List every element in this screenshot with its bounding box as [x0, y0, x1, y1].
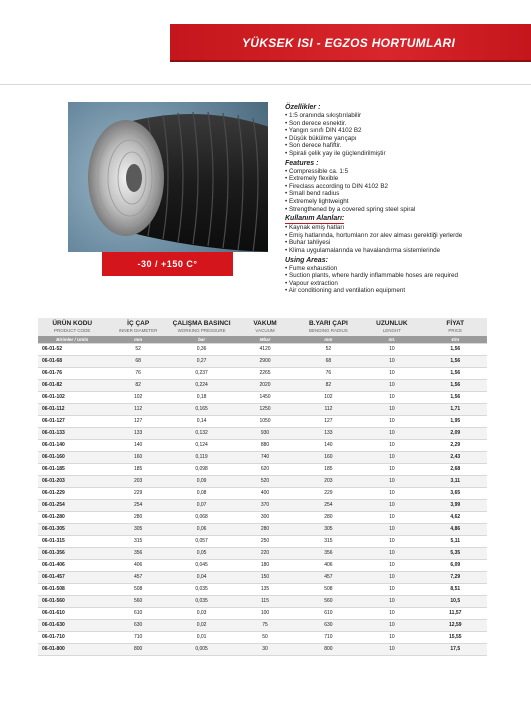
table-cell: 3,65 — [424, 488, 487, 500]
table-cell: 508 — [297, 584, 360, 596]
table-cell: 06-01-52 — [38, 344, 106, 356]
title-banner — [170, 24, 531, 62]
list-item: • Fume exhaustion — [285, 265, 525, 273]
unit-cell: mm — [297, 336, 360, 344]
table-cell: 0,07 — [170, 500, 233, 512]
table-cell: 06-01-610 — [38, 608, 106, 620]
column-header-tr: ÜRÜN KODU — [52, 320, 93, 327]
table-cell: 06-01-229 — [38, 488, 106, 500]
table-cell: 06-01-508 — [38, 584, 106, 596]
column-header-en: WORKING PRESSURE — [177, 328, 226, 333]
table-cell: 10 — [360, 584, 423, 596]
table-cell: 800 — [297, 644, 360, 656]
table-row — [38, 632, 487, 644]
table-cell: 0,03 — [170, 608, 233, 620]
table-cell: 06-01-203 — [38, 476, 106, 488]
units-row — [38, 336, 487, 344]
column-header-tr: ÇALIŞMA BASINCI — [172, 320, 231, 327]
table-cell: 250 — [233, 536, 296, 548]
table-row — [38, 344, 487, 356]
table-cell: 370 — [233, 500, 296, 512]
table-cell: 1450 — [233, 392, 296, 404]
table-cell: 10 — [360, 488, 423, 500]
table-row — [38, 404, 487, 416]
table-cell: 315 — [297, 536, 360, 548]
table-cell: 3,11 — [424, 476, 487, 488]
table-cell: 135 — [233, 584, 296, 596]
table-cell: 0,237 — [170, 368, 233, 380]
table-cell: 8,51 — [424, 584, 487, 596]
table-cell: 10 — [360, 464, 423, 476]
list-item: • Klima uygulamalarında ve havalandırma sistemlerinde — [285, 247, 525, 255]
table-cell: 82 — [106, 380, 169, 392]
table-cell: 160 — [106, 452, 169, 464]
table-cell: 4,62 — [424, 512, 487, 524]
table-cell: 930 — [233, 428, 296, 440]
table-row — [38, 620, 487, 632]
table-cell: 620 — [233, 464, 296, 476]
column-header-en: INNER DIAMETER — [118, 328, 158, 333]
table-cell: 68 — [106, 356, 169, 368]
table-cell: 10 — [360, 632, 423, 644]
list-item: • Emiş hatlarında, hortumların zor alev alması gerektiği yerlerde — [285, 232, 525, 240]
table-cell: 1,56 — [424, 380, 487, 392]
table-cell: 0,04 — [170, 572, 233, 584]
table-cell: 06-01-710 — [38, 632, 106, 644]
table-cell: 560 — [297, 596, 360, 608]
table-cell: 30 — [233, 644, 296, 656]
table-cell: 305 — [297, 524, 360, 536]
table-cell: 10 — [360, 524, 423, 536]
table-cell: 06-01-254 — [38, 500, 106, 512]
table-cell: 06-01-133 — [38, 428, 106, 440]
table-row — [38, 536, 487, 548]
table-cell: 0,057 — [170, 536, 233, 548]
table-cell: 102 — [106, 392, 169, 404]
column-header-tr: UZUNLUK — [376, 320, 408, 327]
table-cell: 0,06 — [170, 524, 233, 536]
table-row — [38, 392, 487, 404]
column-header-tr: İÇ ÇAP — [127, 320, 150, 327]
table-cell: 0,18 — [170, 392, 233, 404]
list-item: • Yangın sınıfı DIN 4102 B2 — [285, 127, 525, 135]
table-cell: 10 — [360, 572, 423, 584]
table-cell: 356 — [297, 548, 360, 560]
table-cell: 508 — [106, 584, 169, 596]
column-header — [360, 318, 423, 336]
using-areas-heading: Using Areas: — [285, 256, 328, 264]
table-cell: 5,35 — [424, 548, 487, 560]
table-cell: 112 — [297, 404, 360, 416]
header-row — [38, 318, 487, 336]
table-cell: 0,035 — [170, 584, 233, 596]
using-areas-list — [285, 265, 525, 295]
table-cell: 0,035 — [170, 596, 233, 608]
table-cell: 2,29 — [424, 440, 487, 452]
table-cell: 10 — [360, 452, 423, 464]
table-cell: 356 — [106, 548, 169, 560]
list-item: • Son derece esnektir. — [285, 120, 525, 128]
list-item: • Kaynak emiş hatları — [285, 224, 525, 232]
table-cell: 06-01-68 — [38, 356, 106, 368]
table-cell: 203 — [106, 476, 169, 488]
table-cell: 10 — [360, 512, 423, 524]
table-cell: 68 — [297, 356, 360, 368]
table-row — [38, 608, 487, 620]
table-cell: 06-01-560 — [38, 596, 106, 608]
table-cell: 76 — [297, 368, 360, 380]
table-row — [38, 548, 487, 560]
table-row — [38, 524, 487, 536]
table-cell: 610 — [106, 608, 169, 620]
table-cell: 2,09 — [424, 428, 487, 440]
table-cell: 1,95 — [424, 416, 487, 428]
table-cell: 06-01-406 — [38, 560, 106, 572]
table-cell: 203 — [297, 476, 360, 488]
column-header-tr: VAKUM — [253, 320, 277, 327]
table-cell: 10 — [360, 548, 423, 560]
table-cell: 406 — [106, 560, 169, 572]
table-cell: 406 — [297, 560, 360, 572]
table-cell: 06-01-185 — [38, 464, 106, 476]
table-cell: 10 — [360, 440, 423, 452]
table-cell: 10 — [360, 620, 423, 632]
hose-illustration — [68, 102, 268, 252]
table-cell: 76 — [106, 368, 169, 380]
table-cell: 280 — [106, 512, 169, 524]
table-cell: 2,68 — [424, 464, 487, 476]
table-cell: 06-01-457 — [38, 572, 106, 584]
table-cell: 740 — [233, 452, 296, 464]
hose-product-image — [68, 102, 268, 252]
column-header-en: LENGHT — [382, 328, 401, 333]
table-cell: 10 — [360, 560, 423, 572]
table-cell: 140 — [297, 440, 360, 452]
table-cell: 06-01-305 — [38, 524, 106, 536]
table-row — [38, 368, 487, 380]
table-row — [38, 452, 487, 464]
table-cell: 10 — [360, 380, 423, 392]
column-header — [106, 318, 169, 336]
table-row — [38, 380, 487, 392]
column-header-en: VACUUM — [255, 328, 275, 333]
unit-cell: mm — [106, 336, 169, 344]
table-cell: 254 — [297, 500, 360, 512]
table-cell: 180 — [233, 560, 296, 572]
list-item: • Vapour extraction — [285, 280, 525, 288]
table-cell: 10 — [360, 596, 423, 608]
table-cell: 630 — [106, 620, 169, 632]
table-cell: 2265 — [233, 368, 296, 380]
table-cell: 457 — [106, 572, 169, 584]
table-row — [38, 428, 487, 440]
unit-cell: €/m — [424, 336, 487, 344]
table-cell: 3,99 — [424, 500, 487, 512]
table-cell: 133 — [106, 428, 169, 440]
table-body — [38, 344, 487, 656]
table-cell: 4120 — [233, 344, 296, 356]
table-cell: 10 — [360, 416, 423, 428]
table-cell: 800 — [106, 644, 169, 656]
table-cell: 1,71 — [424, 404, 487, 416]
table-cell: 10 — [360, 392, 423, 404]
table-row — [38, 476, 487, 488]
column-header-tr: B.YARI ÇAPI — [309, 320, 348, 327]
table-cell: 0,36 — [170, 344, 233, 356]
table-cell: 229 — [297, 488, 360, 500]
table-row — [38, 596, 487, 608]
column-header — [233, 318, 296, 336]
table-cell: 06-01-630 — [38, 620, 106, 632]
table-cell: 0,14 — [170, 416, 233, 428]
table-cell: 0,09 — [170, 476, 233, 488]
table-cell: 52 — [297, 344, 360, 356]
table-cell: 0,224 — [170, 380, 233, 392]
table-row — [38, 584, 487, 596]
table-cell: 06-01-315 — [38, 536, 106, 548]
column-header — [170, 318, 233, 336]
table-header — [38, 318, 487, 344]
table-cell: 15,55 — [424, 632, 487, 644]
table-cell: 0,005 — [170, 644, 233, 656]
table-cell: 133 — [297, 428, 360, 440]
table-cell: 06-01-160 — [38, 452, 106, 464]
features-heading: Features : — [285, 159, 319, 167]
table-cell: 0,05 — [170, 548, 233, 560]
table-cell: 457 — [297, 572, 360, 584]
table-cell: 6,09 — [424, 560, 487, 572]
table-cell: 0,124 — [170, 440, 233, 452]
list-item: • Extremely flexible — [285, 175, 525, 183]
features-panel — [285, 102, 525, 295]
table-row — [38, 464, 487, 476]
table-cell: 10 — [360, 476, 423, 488]
table-cell: 0,098 — [170, 464, 233, 476]
unit-cell: bar — [170, 336, 233, 344]
table-cell: 1,56 — [424, 368, 487, 380]
table-cell: 0,165 — [170, 404, 233, 416]
table-cell: 185 — [297, 464, 360, 476]
table-cell: 520 — [233, 476, 296, 488]
column-header — [297, 318, 360, 336]
list-item: • Air conditioning and ventilation equipment — [285, 287, 525, 295]
table-cell: 229 — [106, 488, 169, 500]
table-cell: 5,11 — [424, 536, 487, 548]
features-list — [285, 168, 525, 214]
table-cell: 0,068 — [170, 512, 233, 524]
table-cell: 0,01 — [170, 632, 233, 644]
product-table — [38, 318, 487, 656]
table-cell: 1,56 — [424, 392, 487, 404]
table-cell: 06-01-800 — [38, 644, 106, 656]
table-cell: 11,57 — [424, 608, 487, 620]
table-row — [38, 512, 487, 524]
column-header — [424, 318, 487, 336]
column-header-en: PRODUCT CODE — [54, 328, 91, 333]
table-cell: 115 — [233, 596, 296, 608]
table-row — [38, 416, 487, 428]
table-cell: 10,5 — [424, 596, 487, 608]
table-row — [38, 500, 487, 512]
table-cell: 300 — [233, 512, 296, 524]
table-cell: 06-01-112 — [38, 404, 106, 416]
page-title: YÜKSEK ISI - EGZOS HORTUMLARI — [242, 36, 456, 50]
list-item: • Small bend radius — [285, 190, 525, 198]
list-item: • Spirali çelik yay ile güçlendirilmiştir — [285, 150, 525, 158]
table-cell: 160 — [297, 452, 360, 464]
kullanim-heading: Kullanım Alanları: — [285, 215, 345, 223]
unit-cell: mt. — [360, 336, 423, 344]
table-cell: 140 — [106, 440, 169, 452]
table-cell: 06-01-127 — [38, 416, 106, 428]
table-cell: 630 — [297, 620, 360, 632]
table-cell: 10 — [360, 500, 423, 512]
product-table-container — [38, 318, 487, 656]
table-cell: 0,02 — [170, 620, 233, 632]
table-cell: 10 — [360, 536, 423, 548]
list-item: • Extremely lightweight — [285, 198, 525, 206]
table-cell: 710 — [297, 632, 360, 644]
list-item: • Suction plants, where hardly inflammable hoses are required — [285, 272, 525, 280]
list-item: • Buhar tahliyesi — [285, 239, 525, 247]
list-item: • Son derece hafiftir. — [285, 142, 525, 150]
ozellikler-list — [285, 112, 525, 158]
table-cell: 06-01-280 — [38, 512, 106, 524]
table-cell: 06-01-140 — [38, 440, 106, 452]
table-cell: 280 — [233, 524, 296, 536]
list-item: • Compressible ca. 1:5 — [285, 168, 525, 176]
table-cell: 305 — [106, 524, 169, 536]
table-row — [38, 440, 487, 452]
table-cell: 220 — [233, 548, 296, 560]
table-cell: 102 — [297, 392, 360, 404]
table-cell: 10 — [360, 404, 423, 416]
table-cell: 50 — [233, 632, 296, 644]
table-row — [38, 356, 487, 368]
table-row — [38, 572, 487, 584]
table-cell: 150 — [233, 572, 296, 584]
table-cell: 52 — [106, 344, 169, 356]
table-row — [38, 560, 487, 572]
table-cell: 0,27 — [170, 356, 233, 368]
temperature-range-badge: -30 / +150 C° — [102, 252, 233, 276]
table-cell: 10 — [360, 644, 423, 656]
list-item: • Fireclass according to DIN 4102 B2 — [285, 183, 525, 191]
table-cell: 82 — [297, 380, 360, 392]
unit-cell: Birimler / Units — [38, 336, 106, 344]
table-cell: 10 — [360, 368, 423, 380]
table-cell: 315 — [106, 536, 169, 548]
top-divider — [0, 84, 531, 85]
list-item: • 1:5 oranında sıkıştırılabilir — [285, 112, 525, 120]
column-header-tr: FİYAT — [446, 320, 465, 327]
table-row — [38, 488, 487, 500]
table-cell: 127 — [106, 416, 169, 428]
table-cell: 400 — [233, 488, 296, 500]
table-cell: 710 — [106, 632, 169, 644]
table-cell: 06-01-76 — [38, 368, 106, 380]
table-cell: 10 — [360, 428, 423, 440]
list-item: • Strengthened by a covered spring steel spiral — [285, 206, 525, 214]
table-cell: 10 — [360, 356, 423, 368]
table-cell: 0,132 — [170, 428, 233, 440]
table-cell: 1250 — [233, 404, 296, 416]
table-cell: 10 — [360, 344, 423, 356]
table-cell: 185 — [106, 464, 169, 476]
table-cell: 2020 — [233, 380, 296, 392]
table-cell: 06-01-356 — [38, 548, 106, 560]
table-cell: 1,56 — [424, 344, 487, 356]
table-cell: 0,119 — [170, 452, 233, 464]
list-item: • Düşük bükülme yarıçapı — [285, 135, 525, 143]
table-cell: 4,86 — [424, 524, 487, 536]
ozellikler-heading: Özellikler : — [285, 104, 321, 111]
table-cell: 06-01-102 — [38, 392, 106, 404]
table-cell: 12,59 — [424, 620, 487, 632]
table-cell: 254 — [106, 500, 169, 512]
table-cell: 112 — [106, 404, 169, 416]
table-cell: 127 — [297, 416, 360, 428]
table-cell: 560 — [106, 596, 169, 608]
table-cell: 7,29 — [424, 572, 487, 584]
table-cell: 2,43 — [424, 452, 487, 464]
table-cell: 1,56 — [424, 356, 487, 368]
table-cell: 10 — [360, 608, 423, 620]
table-cell: 06-01-82 — [38, 380, 106, 392]
table-cell: 280 — [297, 512, 360, 524]
column-header-en: PRICE — [448, 328, 463, 333]
column-header-en: BENDING RADIUS — [309, 328, 348, 333]
table-cell: 880 — [233, 440, 296, 452]
table-cell: 0,08 — [170, 488, 233, 500]
unit-cell: Mbar — [233, 336, 296, 344]
column-header — [38, 318, 106, 336]
table-row — [38, 644, 487, 656]
table-cell: 1050 — [233, 416, 296, 428]
table-cell: 100 — [233, 608, 296, 620]
table-cell: 610 — [297, 608, 360, 620]
table-cell: 0,045 — [170, 560, 233, 572]
table-cell: 17,5 — [424, 644, 487, 656]
table-cell: 2900 — [233, 356, 296, 368]
kullanim-list — [285, 224, 525, 254]
table-cell: 75 — [233, 620, 296, 632]
